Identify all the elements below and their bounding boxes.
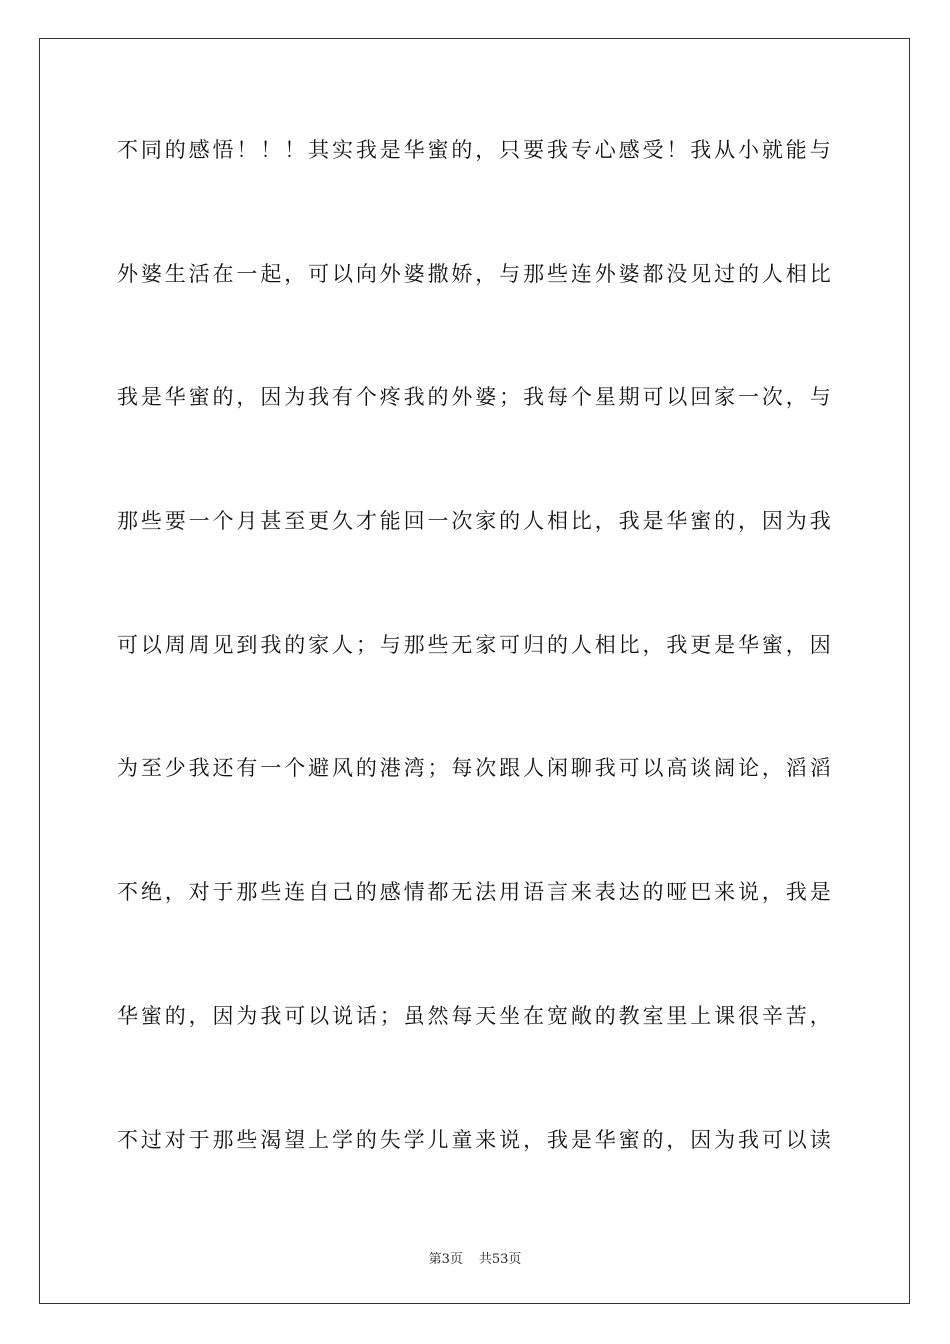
total-pages-label: 共53页 <box>478 1252 522 1267</box>
text-line-3: 我是华蜜的，因为我有个疼我的外婆；我每个星期可以回家一次，与 <box>117 385 833 410</box>
page-footer <box>0 1248 950 1267</box>
text-line-4: 那些要一个月甚至更久才能回一次家的人相比，我是华蜜的，因为我 <box>117 509 833 534</box>
text-line-7: 不绝，对于那些连自己的感情都无法用语言来表达的哑巴来说，我是 <box>117 880 833 905</box>
text-line-5: 可以周周见到我的家人；与那些无家可归的人相比，我更是华蜜，因 <box>117 632 833 657</box>
current-page-label: 第3页 <box>428 1252 463 1267</box>
text-line-6: 为至少我还有一个避风的港湾；每次跟人闲聊我可以高谈阔论，滔滔 <box>117 756 833 781</box>
text-line-2: 外婆生活在一起，可以向外婆撒娇，与那些连外婆都没见过的人相比 <box>117 261 833 286</box>
body-text <box>117 122 833 1235</box>
text-line-9: 不过对于那些渴望上学的失学儿童来说，我是华蜜的，因为我可以读 <box>117 1127 833 1152</box>
text-line-8: 华蜜的，因为我可以说话；虽然每天坐在宽敞的教室里上课很辛苦， <box>117 1003 833 1028</box>
text-line-1: 不同的感悟！！！其实我是华蜜的，只要我专心感受！我从小就能与 <box>117 138 833 162</box>
